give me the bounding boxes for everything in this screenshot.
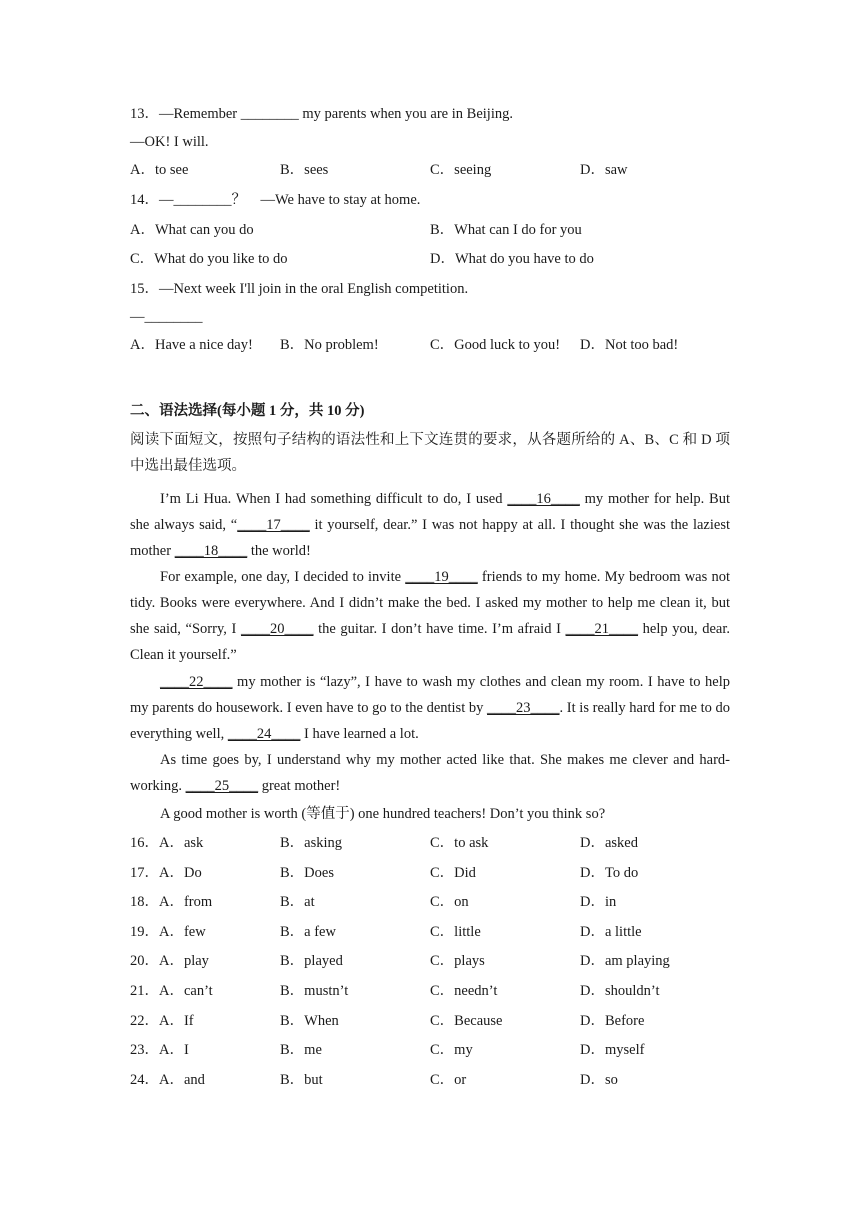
blank-18: ____18____ xyxy=(174,543,248,559)
option-c: C．little xyxy=(430,923,481,940)
choice-row xyxy=(130,833,730,853)
blank-19: ____19____ xyxy=(405,569,478,585)
option-d: D．so xyxy=(580,1071,618,1088)
option-b: B．a few xyxy=(280,923,336,940)
option-d: D．To do xyxy=(580,864,639,881)
section-instruction: 阅读下面短文，按照句子结构的语法性和上下文连贯的要求，从各题所给的 A、B、C 和 D 项中选出最佳选项。 xyxy=(130,432,730,474)
question-13-reply: —OK! I will. xyxy=(130,134,209,150)
option-c: C．plays xyxy=(430,953,485,970)
blank-25: ____25____ xyxy=(185,778,259,794)
option-b: B．asking xyxy=(280,835,343,851)
option-a: A．to see xyxy=(130,162,189,178)
choice-row xyxy=(130,1040,730,1060)
question-14-options-row2 xyxy=(130,249,730,269)
question-15-stem: 15．—Next week I'll join in the oral English competition. xyxy=(130,281,469,297)
option-c: C．my xyxy=(430,1042,473,1059)
option-c: C．seeing xyxy=(430,162,492,178)
option-b: B．at xyxy=(280,894,315,911)
choice-row xyxy=(130,863,730,883)
question-14-stem: 14．—________？ —We have to stay at home. xyxy=(130,192,421,208)
choice-row xyxy=(130,1011,730,1031)
option-b: B．sees xyxy=(280,162,329,178)
option-b: B．When xyxy=(280,1012,339,1029)
option-c: C．Did xyxy=(430,864,476,881)
option-c: C．needn’t xyxy=(430,983,498,999)
option-a: 20．A．play xyxy=(130,953,209,970)
passage-paragraph-4: As time goes by, I understand why my mother acted like that. She makes me clever and hard-working. ____25____ great mother! xyxy=(130,752,730,794)
option-a: 22．A．If xyxy=(130,1012,194,1029)
option-d: D．shouldn’t xyxy=(580,983,660,999)
option-a: A．Have a nice day! xyxy=(130,337,253,353)
question-13-options xyxy=(130,160,730,180)
option-d: D．saw xyxy=(580,162,628,178)
section-heading: 二、语法选择(每小题 1 分，共 10 分) xyxy=(130,403,365,419)
passage-paragraph-5: A good mother is worth (等值于) one hundred teachers! Don’t you think so? xyxy=(160,806,606,822)
option-c: C．to ask xyxy=(430,835,489,851)
option-d: D．What do you have to do xyxy=(430,251,594,267)
option-b: B．Does xyxy=(280,864,334,881)
option-c: C．What do you like to do xyxy=(130,251,288,267)
option-a: 23．A．I xyxy=(130,1042,189,1059)
option-d: D．am playing xyxy=(580,953,670,970)
option-a: 24．A．and xyxy=(130,1071,205,1088)
option-a: 21．A．can’t xyxy=(130,983,213,999)
option-b: B．No problem! xyxy=(280,337,379,353)
choice-row xyxy=(130,1070,730,1090)
choice-row xyxy=(130,951,730,971)
passage-paragraph-3: ____22____ my mother is “lazy”, I have to wash my clothes and clean my room. I have to help my parents do housework. I even have to go to the dentist by ____23____. It is really hard for me to do everything well, ____24____ I have learned a lot. xyxy=(130,674,730,742)
passage-paragraph-1: I’m Li Hua. When I had something difficult to do, I used ____16____ my mother for help. But she always said, “____17____ it yourself, dear.” I was not happy at all. I thought she was the laziest mother ____18____ the world! xyxy=(130,491,731,559)
blank-16: ____16____ xyxy=(507,491,580,507)
choice-row xyxy=(130,981,730,1001)
blank-23: ____23____ xyxy=(487,700,560,716)
option-d: D．asked xyxy=(580,835,638,851)
option-d: D．myself xyxy=(580,1042,645,1059)
blank-22: ____22____ xyxy=(160,674,233,690)
option-d: D．Not too bad! xyxy=(580,337,679,353)
option-c: C．on xyxy=(430,894,469,911)
option-a: 16．A．ask xyxy=(130,835,204,851)
option-b: B．me xyxy=(280,1042,322,1059)
option-c: C．Because xyxy=(430,1012,503,1029)
option-b: B．but xyxy=(280,1071,323,1088)
blank-20: ____20____ xyxy=(240,621,314,637)
blank-21: ____21____ xyxy=(565,621,639,637)
choice-row xyxy=(130,892,730,912)
blank-17: ____17____ xyxy=(237,517,310,533)
question-15-options xyxy=(130,335,730,355)
option-b: B．played xyxy=(280,953,343,970)
passage-paragraph-2: For example, one day, I decided to invite ____19____ friends to my home. My bedroom was not tidy. Books were everywhere. And I didn’t make the bed. I asked my mother to help me clean it, but she said, “Sorry, I ____20____ the guitar. I don’t have time. I’m afraid I ____21____ help you, dear. Clean it yourself.” xyxy=(130,569,731,663)
blank-24: ____24____ xyxy=(227,726,301,742)
option-d: D．a little xyxy=(580,923,642,940)
option-d: D．in xyxy=(580,894,617,911)
option-a: A．What can you do xyxy=(130,222,254,238)
option-a: 19．A．few xyxy=(130,923,206,940)
question-13-stem: 13．—Remember ________ my parents when you are in Beijing. xyxy=(130,106,513,122)
question-15-reply: —________ xyxy=(130,309,203,325)
option-a: 17．A．Do xyxy=(130,864,202,881)
option-d: D．Before xyxy=(580,1012,645,1029)
option-b: B．mustn’t xyxy=(280,983,349,999)
option-c: C．Good luck to you! xyxy=(430,337,561,353)
option-c: C．or xyxy=(430,1071,467,1088)
option-a: 18．A．from xyxy=(130,894,213,911)
choice-row xyxy=(130,922,730,942)
question-14-options-row1 xyxy=(130,220,730,240)
option-b: B．What can I do for you xyxy=(430,222,582,238)
